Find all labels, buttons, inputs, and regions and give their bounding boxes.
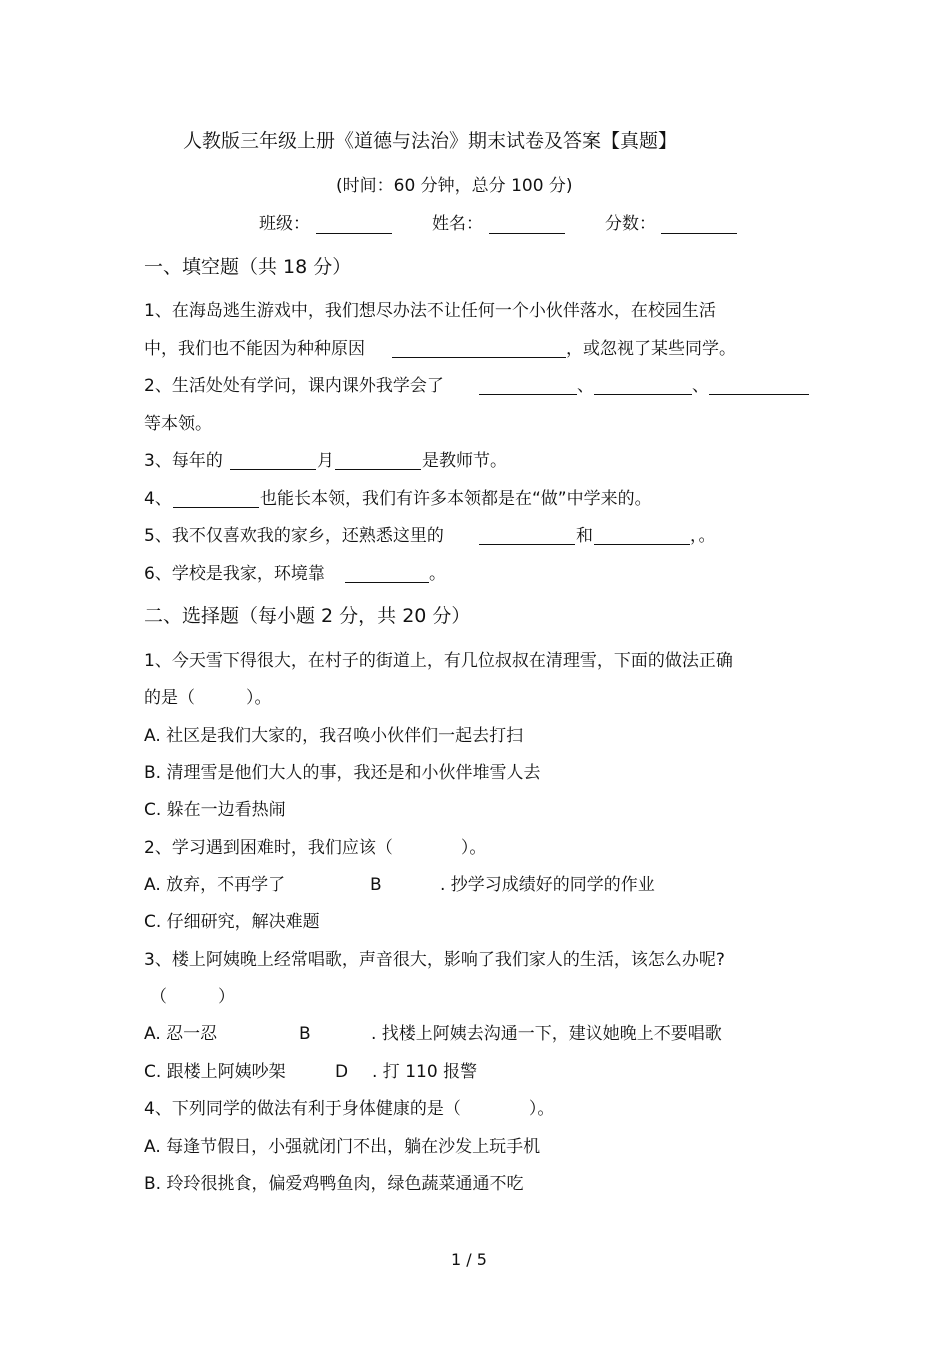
question-1-line2-pre: 中，我们也不能因为种种原因 [144, 339, 365, 359]
page-title: 人教版三年级上册《道德与法治》期末试卷及答案【真题】 [183, 130, 678, 152]
score-label: 分数： [605, 214, 656, 234]
option-b-letter[interactable]: B [370, 875, 382, 895]
question-1-line2-post: ，或忽视了某些同学。 [566, 339, 736, 359]
answer-blank[interactable] [709, 377, 809, 395]
question-5-pre: 5、我不仅喜欢我的家乡，还熟悉这里的 [144, 526, 444, 546]
mc-question-3-line1: 3、楼上阿姨晚上经常唱歌，声音很大，影响了我们家人的生活，该怎么办呢? [144, 950, 725, 970]
answer-blank[interactable] [479, 377, 577, 395]
mc-question-3-line2: （ ） [150, 987, 235, 1007]
option-d[interactable]: . 打 110 报警 [372, 1062, 478, 1082]
question-4-post: 也能长本领，我们有许多本领都是在“做”中学来的。 [260, 489, 652, 509]
option-a[interactable]: A. 放弃，不再学了 [144, 875, 286, 895]
score-blank[interactable] [661, 216, 737, 234]
question-5-mid: 和 [576, 526, 593, 546]
option-b[interactable]: B. 清理雪是他们大人的事，我还是和小伙伴堆雪人去 [144, 763, 541, 783]
class-blank[interactable] [316, 216, 392, 234]
page-number: 1 / 5 [451, 1250, 487, 1269]
mc-question-2: 2、学习遇到困难时，我们应该（ ）。 [144, 838, 487, 858]
answer-blank[interactable] [479, 527, 575, 545]
answer-blank[interactable] [594, 527, 690, 545]
answer-blank[interactable] [335, 452, 421, 470]
section-heading-multiple-choice: 二、选择题（每小题 2 分，共 20 分） [144, 605, 471, 627]
question-3-post: 是教师节。 [422, 451, 507, 471]
answer-blank[interactable] [345, 565, 429, 583]
answer-blank[interactable] [230, 452, 316, 470]
question-3-pre: 3、每年的 [144, 451, 223, 471]
question-5-post: ，。 [690, 526, 716, 546]
option-c[interactable]: C. 仔细研究，解决难题 [144, 912, 320, 932]
option-d-letter[interactable]: D [335, 1062, 349, 1082]
option-b[interactable]: B. 玲玲很挑食，偏爱鸡鸭鱼肉，绿色蔬菜通通不吃 [144, 1174, 524, 1194]
option-b[interactable]: . 找楼上阿姨去沟通一下，建议她晚上不要唱歌 [371, 1024, 722, 1044]
mc-question-4: 4、下列同学的做法有利于身体健康的是（ ）。 [144, 1099, 555, 1119]
option-a[interactable]: A. 社区是我们大家的，我召唤小伙伴们一起去打扫 [144, 726, 524, 746]
exam-info: (时间：60 分钟，总分 100 分) [336, 176, 573, 196]
name-blank[interactable] [489, 216, 565, 234]
option-a[interactable]: A. 每逢节假日，小强就闭门不出，躺在沙发上玩手机 [144, 1137, 541, 1157]
answer-blank[interactable] [594, 377, 692, 395]
separator: 、 [692, 376, 709, 396]
mc-question-1-line2: 的是（ ）。 [144, 688, 272, 708]
option-c[interactable]: C. 躲在一边看热闹 [144, 800, 286, 820]
class-label: 班级： [259, 214, 310, 234]
mc-question-1-line1: 1、今天雪下得很大，在村子的街道上，有几位叔叔在清理雪，下面的做法正确 [144, 651, 733, 671]
section-heading-fill-blank: 一、填空题（共 18 分） [144, 256, 352, 278]
name-label: 姓名： [432, 214, 483, 234]
question-6-pre: 6、学校是我家，环境靠 [144, 564, 325, 584]
question-2-line1: 2、生活处处有学问，课内课外我学会了 [144, 376, 444, 396]
question-4-pre: 4、 [144, 489, 172, 509]
option-c[interactable]: C. 跟楼上阿姨吵架 [144, 1062, 286, 1082]
answer-blank[interactable] [392, 340, 566, 358]
option-a[interactable]: A. 忍一忍 [144, 1024, 218, 1044]
option-b[interactable]: . 抄学习成绩好的同学的作业 [440, 875, 655, 895]
question-3-mid: 月 [317, 451, 334, 471]
option-b-letter[interactable]: B [299, 1024, 311, 1044]
question-1-line1: 1、在海岛逃生游戏中，我们想尽办法不让任何一个小伙伴落水，在校园生活 [144, 301, 716, 321]
question-2-line2: 等本领。 [144, 414, 212, 434]
question-6-post: 。 [429, 564, 446, 584]
separator: 、 [577, 376, 594, 396]
answer-blank[interactable] [173, 490, 259, 508]
